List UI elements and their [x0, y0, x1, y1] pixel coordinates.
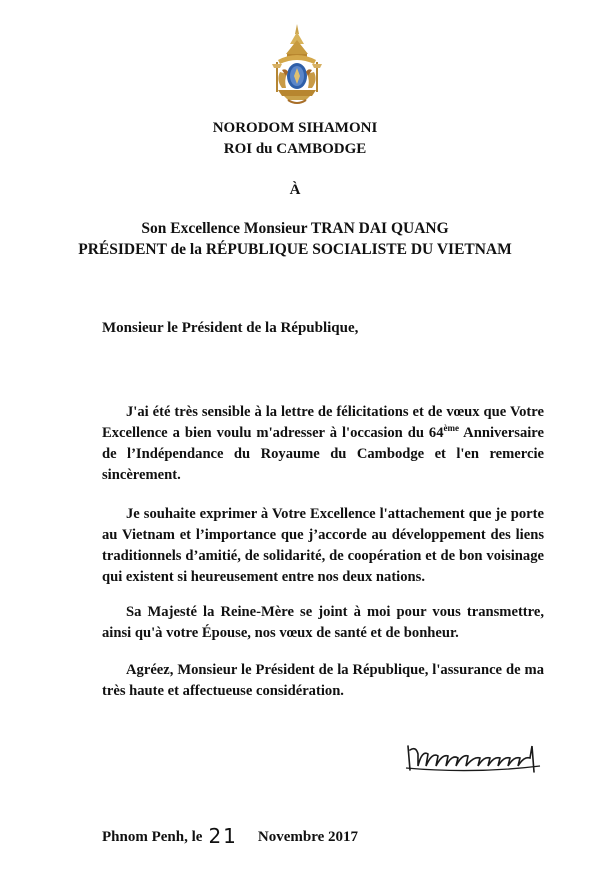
paragraph-queen-mother-text: Sa Majesté la Reine-Mère se joint à moi pour vous transmettre, ainsi qu'à votre Épouse, nos vœux de santé et de bonheur. [102, 604, 544, 641]
paragraph-thanks [102, 402, 544, 486]
handwritten-day: 21 [208, 824, 238, 848]
sender-title: ROI du CAMBODGE [223, 141, 367, 157]
paragraph-attachment [102, 504, 544, 588]
to-word: À [289, 182, 301, 198]
ordinal-superscript: ème [443, 423, 460, 434]
paragraph-attachment-text: Je souhaite exprimer à Votre Excellence l'attachement que je porte au Vietnam et l’importance que j’accorde au développement des liens traditionnels d’amitié, de solidarité, de coopération et de bon voisinage qui existent si heureusement entre nos deux nations. [102, 506, 544, 585]
recipient-name: Son Excellence Monsieur TRAN DAI QUANG [141, 220, 449, 237]
place-text: Phnom Penh, le [102, 829, 203, 845]
month-year: Novembre 2017 [257, 829, 359, 845]
paragraph-closing [102, 660, 544, 702]
royal-coat-of-arms-icon [268, 22, 326, 108]
paragraph-closing-text: Agréez, Monsieur le Président de la République, l'assurance de ma très haute et affectueuse considération. [102, 662, 544, 699]
paragraph-thanks-text-b: Anniversaire de l’Indépendance du Royaume du Cambodge et l'en remercie sincèrement. [102, 425, 544, 483]
handwritten-signature-icon [404, 742, 544, 776]
recipient-title: PRÉSIDENT de la RÉPUBLIQUE SOCIALISTE DU VIETNAM [78, 241, 512, 258]
paragraph-thanks-text-a: J'ai été très sensible à la lettre de félicitations et de vœux que Votre Excellence a bien voulu m'adresser à l'occasion du 64 [102, 404, 544, 441]
salutation: Monsieur le Président de la République, [102, 320, 359, 336]
place-date [102, 822, 358, 846]
sender-name: NORODOM SIHAMONI [212, 120, 378, 136]
paragraph-queen-mother [102, 602, 544, 644]
